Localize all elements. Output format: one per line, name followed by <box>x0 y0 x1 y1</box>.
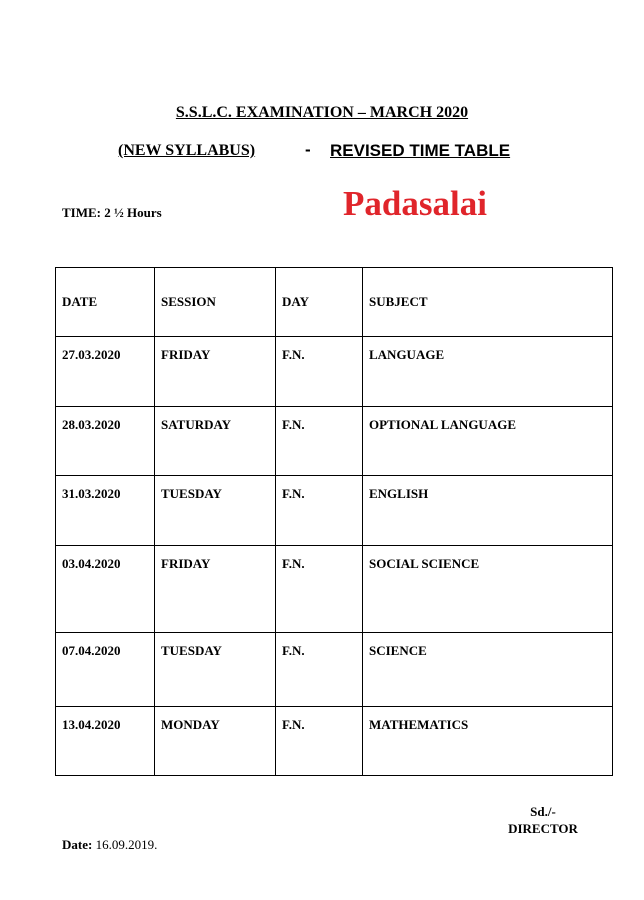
revised-timetable-label: REVISED TIME TABLE <box>330 141 511 160</box>
cell-date: 07.04.2020 <box>56 633 155 707</box>
cell-subject: LANGUAGE <box>363 337 613 407</box>
cell-session: FRIDAY <box>155 337 276 407</box>
cell-subject: SOCIAL SCIENCE <box>363 546 613 633</box>
table-header-row <box>56 268 613 337</box>
subtitle-line <box>0 140 644 164</box>
cell-day: F.N. <box>276 707 363 776</box>
table-row <box>56 546 613 633</box>
cell-date: 31.03.2020 <box>56 476 155 546</box>
header-subject: SUBJECT <box>363 268 613 337</box>
cell-day: F.N. <box>276 407 363 476</box>
subtitle-separator: - <box>305 140 311 159</box>
signature-mark: Sd./- <box>530 804 556 819</box>
date-label: Date: <box>62 837 93 852</box>
cell-subject: OPTIONAL LANGUAGE <box>363 407 613 476</box>
cell-session: TUESDAY <box>155 476 276 546</box>
cell-subject: SCIENCE <box>363 633 613 707</box>
table-row <box>56 337 613 407</box>
signature-block <box>502 803 584 837</box>
cell-session: SATURDAY <box>155 407 276 476</box>
cell-date: 13.04.2020 <box>56 707 155 776</box>
cell-date: 27.03.2020 <box>56 337 155 407</box>
syllabus-label: (NEW SYLLABUS) <box>118 142 256 159</box>
cell-session: TUESDAY <box>155 633 276 707</box>
cell-date: 28.03.2020 <box>56 407 155 476</box>
cell-subject: ENGLISH <box>363 476 613 546</box>
cell-day: F.N. <box>276 546 363 633</box>
issue-date <box>62 837 157 853</box>
padasalai-watermark: Padasalai <box>343 184 487 223</box>
header-day: DAY <box>276 268 363 337</box>
table-row <box>56 633 613 707</box>
cell-day: F.N. <box>276 476 363 546</box>
designation: DIRECTOR <box>508 821 578 836</box>
table-row <box>56 707 613 776</box>
header-session: SESSION <box>155 268 276 337</box>
table-row <box>56 407 613 476</box>
header-date: DATE <box>56 268 155 337</box>
cell-date: 03.04.2020 <box>56 546 155 633</box>
exam-title: S.S.L.C. EXAMINATION – MARCH 2020 <box>175 104 469 121</box>
cell-session: MONDAY <box>155 707 276 776</box>
table-row <box>56 476 613 546</box>
cell-session: FRIDAY <box>155 546 276 633</box>
date-value: 16.09.2019. <box>92 837 158 852</box>
cell-day: F.N. <box>276 633 363 707</box>
exam-duration: TIME: 2 ½ Hours <box>62 205 162 220</box>
timetable <box>55 267 613 776</box>
cell-subject: MATHEMATICS <box>363 707 613 776</box>
cell-day: F.N. <box>276 337 363 407</box>
